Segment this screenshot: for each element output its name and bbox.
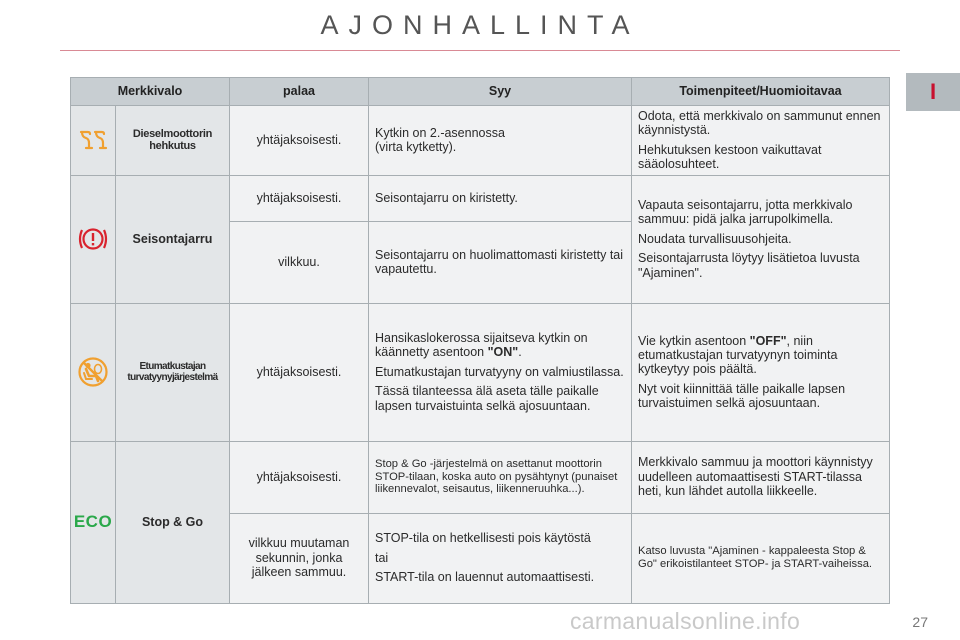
glow-plug-icon — [71, 106, 116, 176]
header-palaa: palaa — [230, 78, 369, 106]
chapter-tab[interactable]: I — [906, 73, 960, 111]
action-stopgo-blink: Katso luvusta "Ajaminen - kappaleesta Stop & Go" erikoistilanteet STOP- ja START-vaiheissa. — [632, 513, 890, 603]
action-diesel-p2: Hehkutuksen kestoon vaikuttavat sääolosuhteet. — [638, 142, 822, 172]
action-parking — [632, 175, 890, 303]
title-divider — [60, 50, 900, 51]
cause-airbag — [369, 303, 632, 441]
action-stopgo-steady: Merkkivalo sammuu ja moottori käynnistyy uudelleen automaattisesti START-tilassa heti, kun lähdet autolla liikkeelle. — [632, 441, 890, 513]
cause-stopgo-p2: tai — [375, 550, 389, 565]
state-airbag: yhtäjaksoisesti. — [230, 303, 369, 441]
page-title: AJONHALLINTA — [320, 10, 640, 40]
state-parking-steady: yhtäjaksoisesti. — [230, 175, 369, 221]
state-diesel: yhtäjaksoisesti. — [230, 106, 369, 176]
airbag-off-icon — [71, 303, 116, 441]
parking-brake-icon — [71, 175, 116, 303]
action-airbag-text-2: , niin etumatkustajan turvatyynyn toiminta kytkeytyy pois päältä. — [638, 333, 838, 377]
action-airbag-p1 — [638, 334, 883, 377]
state-stopgo-blink: vilkkuu muutaman sekunnin, jonka jälkeen sammuu. — [230, 513, 369, 603]
action-parking-p3: Seisontajarrusta löytyy lisätietoa luvusta "Ajaminen". — [638, 251, 860, 280]
table-header-row — [71, 78, 890, 106]
table-row — [71, 441, 890, 513]
table-row — [71, 303, 890, 441]
cause-stopgo-p3: START-tila on lauennut automaattisesti. — [375, 570, 595, 585]
action-airbag-text: Vie kytkin asentoon — [638, 333, 750, 348]
state-parking-blink: vilkkuu. — [230, 221, 369, 303]
cause-stopgo-blink — [369, 513, 632, 603]
cause-airbag-p2: Etumatkustajan turvatyyny on valmiustilassa. — [375, 364, 624, 379]
light-name-stopgo: Stop & Go — [116, 441, 230, 603]
cause-airbag-on-label: "ON" — [487, 345, 519, 360]
action-parking-p2: Noudata turvallisuusohjeita. — [638, 231, 792, 246]
action-airbag-p2: Nyt voit kiinnittää tälle paikalle lapsen turvaistuimen selkä ajosuuntaan. — [638, 381, 846, 411]
watermark: carmanualsonline.info — [570, 608, 801, 634]
cause-parking-blink: Seisontajarru on huolimattomasti kiristetty tai vapautettu. — [369, 221, 632, 303]
cause-stopgo-p1: STOP-tila on hetkellisesti pois käytöstä — [375, 531, 591, 546]
action-airbag — [632, 303, 890, 441]
light-name-parking: Seisontajarru — [116, 175, 230, 303]
cause-diesel — [369, 106, 632, 176]
eco-icon — [71, 441, 116, 603]
page-number: 27 — [912, 614, 928, 630]
action-diesel — [632, 106, 890, 176]
cause-diesel-line-1: Kytkin on 2.-asennossa — [375, 125, 505, 140]
eco-icon-text: ECO — [73, 512, 113, 532]
cause-airbag-text: Hansikaslokerossa sijaitseva kytkin on käännetty asentoon — [375, 331, 588, 360]
action-airbag-off-label: "OFF" — [749, 333, 787, 348]
cause-parking-steady: Seisontajarru on kiristetty. — [369, 175, 632, 221]
cause-airbag-p3: Tässä tilanteessa älä aseta tälle paikalle lapsen turvaistuinta selkä ajosuuntaan. — [375, 384, 599, 413]
cause-airbag-period: . — [518, 345, 522, 360]
action-parking-p1: Vapauta seisontajarru, jotta merkkivalo sammuu: pidä jalka jarrupolkimella. — [638, 198, 853, 227]
cause-stopgo-steady: Stop & Go -järjestelmä on asettanut moottorin STOP-tilaan, koska auto on pysähtynyt (punaiset liikennevalot, seisautus, liikenneruuhka...). — [369, 441, 632, 513]
warning-lights-table — [70, 77, 890, 604]
header-syy: Syy — [369, 78, 632, 106]
header-merkkivalo: Merkkivalo — [71, 78, 230, 106]
header-toimenpiteet: Toimenpiteet/Huomioitavaa — [632, 78, 890, 106]
light-name-diesel: Dieselmoottorin hehkutus — [116, 106, 230, 176]
light-name-airbag: Etumatkustajan turvatyynyjärjestelmä — [116, 303, 230, 441]
cause-diesel-line-2: (virta kytketty). — [375, 140, 457, 155]
state-stopgo-steady: yhtäjaksoisesti. — [230, 441, 369, 513]
action-diesel-p1: Odota, että merkkivalo on sammunut ennen käynnistystä. — [638, 109, 881, 138]
cause-airbag-p1 — [375, 331, 625, 360]
table-row — [71, 106, 890, 176]
table-row — [71, 175, 890, 221]
